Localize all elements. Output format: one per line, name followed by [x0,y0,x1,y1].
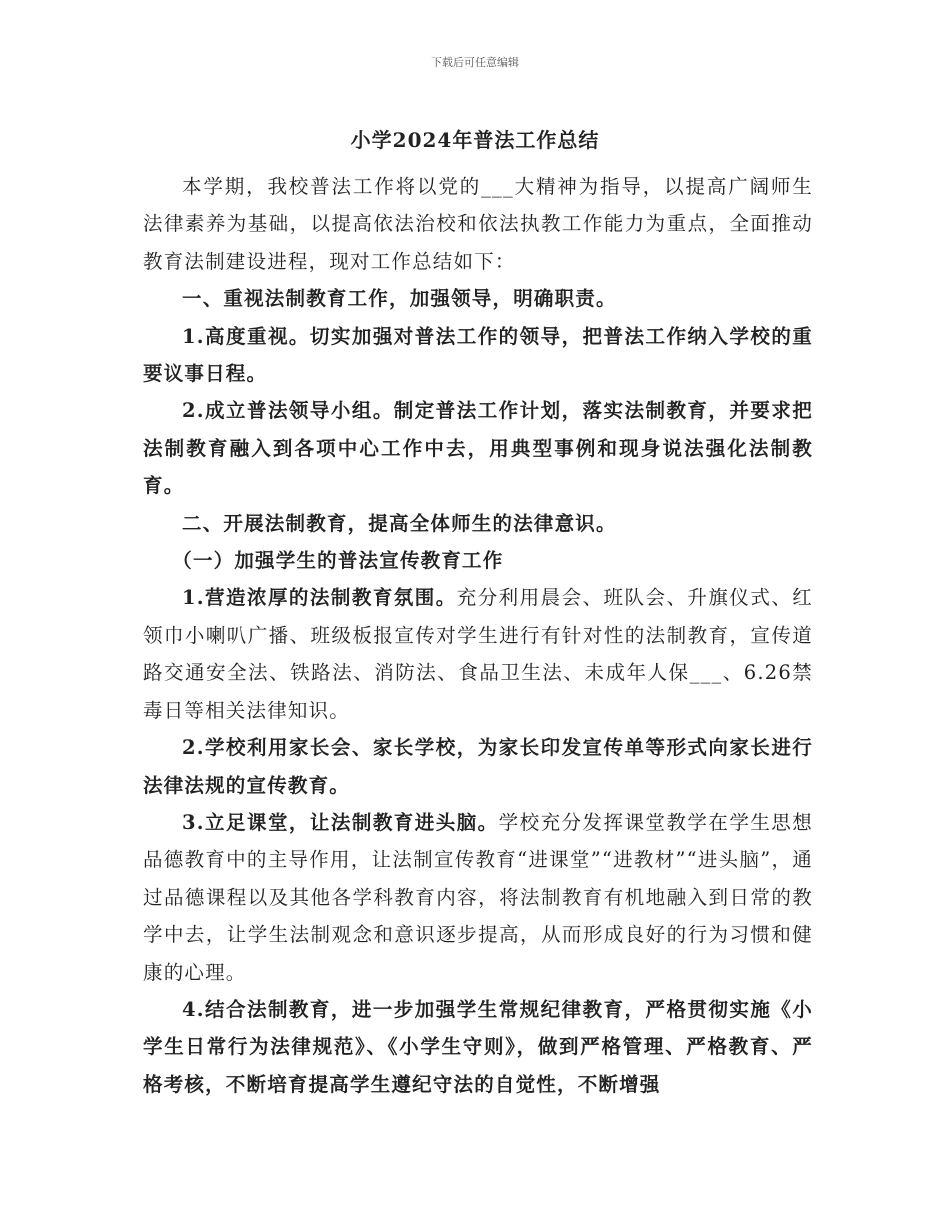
list-item-2-3: 3.立足课堂，让法制教育进头脑。学校充分发挥课堂教学在学生思想品德教育中的主导作用，让法制宣传教育“进课堂”“进教材”“进头脑”，通过品德课程以及其他各学科教育内容，将法制教育有机地融入到日常的教学中去，让学生法制观念和意识逐步提高，从而形成良好的行为习惯和健康的心理。 [143,810,813,984]
list-item-2-2: 2.学校利用家长会、家长学校，为家长印发宣传单等形式向家长进行法律法规的宣传教育。 [143,736,813,797]
list-item-1-2: 2.成立普法领导小组。制定普法工作计划，落实法制教育，并要求把法制教育融入到各项中心工作中去，用典型事例和现身说法强化法制教育。 [143,399,813,498]
list-item-1-1: 1.高度重视。切实加强对普法工作的领导，把普法工作纳入学校的重要议事日程。 [143,324,813,386]
subsection-heading-2-1: （一）加强学生的普法宣传教育工作 [172,549,504,573]
intro-paragraph: 本学期，我校普法工作将以党的___大精神为指导，以提高广阔师生法律素养为基础，以提高依法治校和依法执教工作能力为重点，全面推动教育法制建设进程，现对工作总结如下： [143,175,813,273]
list-item-2-1: 1.营造浓厚的法制教育氛围。充分利用晨会、班队会、升旗仪式、红领巾小喇叭广播、班级板报宣传对学生进行有针对性的法制教育，宣传道路交通安全法、铁路法、消防法、食品卫生法、未成年人保___、6.26禁毒日等相关法律知识。 [143,586,813,722]
section-heading-1: 一、重视法制教育工作，加强领导，明确职责。 [182,287,617,311]
header-note: 下载后可任意编辑 [431,56,519,69]
list-item-2-4: 4.结合法制教育，进一步加强学生常规纪律教育，严格贯彻实施《小学生日常行为法律规范》、《小学生守则》，做到严格管理、严格教育、严格考核，不断培育提高学生遵纪守法的自觉性，不断增强 [143,997,813,1096]
section-heading-2: 二、开展法制教育，提高全体师生的法律意识。 [182,511,617,535]
document-title: 小学2024年普法工作总结 [350,128,600,152]
document-body [143,168,813,1103]
